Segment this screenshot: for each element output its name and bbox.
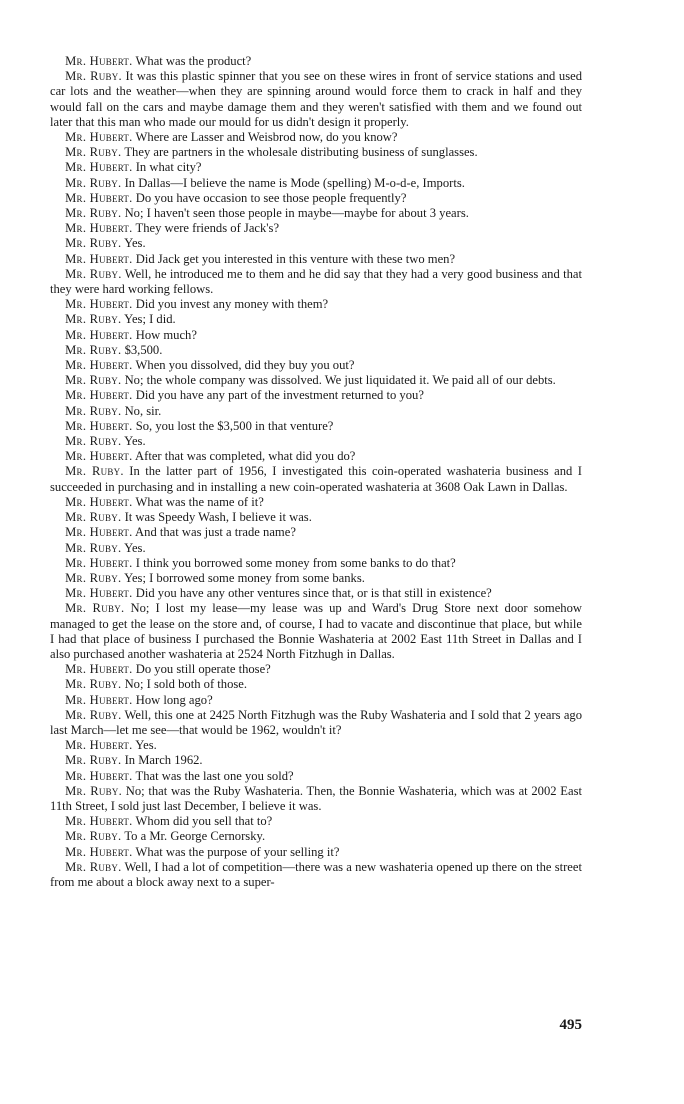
speaker-name: Mr. Hubert. xyxy=(65,327,133,342)
testimony-text: What was the name of it? xyxy=(132,494,264,509)
transcript-paragraph xyxy=(50,373,582,388)
transcript-paragraph xyxy=(50,495,582,510)
transcript-paragraph xyxy=(50,510,582,525)
transcript-paragraph xyxy=(50,829,582,844)
transcript-paragraph xyxy=(50,343,582,358)
transcript-paragraph xyxy=(50,54,582,69)
testimony-text: It was Speedy Wash, I believe it was. xyxy=(121,510,312,525)
testimony-text: No; the whole company was dissolved. We just liquidated it. We paid all of our debts. xyxy=(121,373,556,388)
speaker-name: Mr. Ruby. xyxy=(65,206,122,221)
speaker-name: Mr. Ruby. xyxy=(65,707,122,722)
speaker-name: Mr. Hubert. xyxy=(65,358,133,373)
transcript-paragraph xyxy=(50,860,582,890)
transcript-paragraph xyxy=(50,693,582,708)
speaker-name: Mr. Hubert. xyxy=(65,160,133,175)
testimony-text: Yes. xyxy=(132,738,157,753)
speaker-name: Mr. Hubert. xyxy=(65,130,133,145)
testimony-text: No; that was the Ruby Washateria. Then, the Bonnie Washateria, which was at 2002 East 11th Street, I sold just last December, I believe it was. xyxy=(50,783,582,813)
transcript-paragraph xyxy=(50,677,582,692)
transcript-paragraph xyxy=(50,434,582,449)
transcript-paragraph xyxy=(50,738,582,753)
speaker-name: Mr. Ruby. xyxy=(65,434,122,449)
speaker-name: Mr. Hubert. xyxy=(65,221,133,236)
transcript-paragraph xyxy=(50,312,582,327)
testimony-text: No; I lost my lease—my lease was up and Ward's Drug Store next door somehow managed to get the lease on the store and, of course, I had to vacate and discontinue that place, but while I had that place of business I purchased the Bonnie Washateria at 2002 East 11th Street in Dallas and I also purchased another washateria at 2524 North Fitzhugh in Dallas. xyxy=(50,601,582,661)
transcript-paragraph xyxy=(50,221,582,236)
testimony-text: Where are Lasser and Weisbrod now, do you know? xyxy=(132,130,398,145)
testimony-text: Yes; I borrowed some money from some banks. xyxy=(121,570,365,585)
testimony-text: In the latter part of 1956, I investigated this coin-operated washateria business and I succeeded in purchasing and in installing a new coin-operated washateria at 3608 Oak Lawn in Dallas. xyxy=(50,464,582,494)
speaker-name: Mr. Ruby. xyxy=(65,145,122,160)
speaker-name: Mr. Ruby. xyxy=(65,753,122,768)
speaker-name: Mr. Ruby. xyxy=(65,783,123,798)
transcript-paragraph xyxy=(50,784,582,814)
testimony-text: Yes. xyxy=(121,434,146,449)
transcript-paragraph xyxy=(50,130,582,145)
speaker-name: Mr. Ruby. xyxy=(65,175,122,190)
testimony-text: How much? xyxy=(132,327,197,342)
speaker-name: Mr. Hubert. xyxy=(65,251,133,266)
transcript-paragraph xyxy=(50,525,582,540)
testimony-text: Well, this one at 2425 North Fitzhugh was the Ruby Washateria and I sold that 2 years ago last March—let me see—that would be 1962, wouldn't it? xyxy=(50,707,583,737)
testimony-text: Did you invest any money with them? xyxy=(132,297,329,312)
transcript-paragraph xyxy=(50,814,582,829)
transcript-paragraph xyxy=(50,176,582,191)
transcript-paragraph xyxy=(50,708,582,738)
speaker-name: Mr. Ruby. xyxy=(65,403,122,418)
testimony-text: In Dallas—I believe the name is Mode (spelling) M-o-d-e, Imports. xyxy=(121,175,465,190)
transcript-paragraph xyxy=(50,206,582,221)
speaker-name: Mr. Ruby. xyxy=(65,601,125,616)
transcript-paragraph xyxy=(50,556,582,571)
transcript-paragraph xyxy=(50,845,582,860)
testimony-text: In March 1962. xyxy=(121,753,203,768)
testimony-text: Yes. xyxy=(121,540,146,555)
speaker-name: Mr. Ruby. xyxy=(65,266,122,281)
testimony-text: In what city? xyxy=(132,160,202,175)
speaker-name: Mr. Hubert. xyxy=(65,814,133,829)
speaker-name: Mr. Hubert. xyxy=(65,190,133,205)
transcript-paragraph xyxy=(50,145,582,160)
testimony-text: What was the product? xyxy=(132,54,252,68)
transcript-paragraph xyxy=(50,358,582,373)
page-number: 495 xyxy=(559,1017,582,1033)
speaker-name: Mr. Hubert. xyxy=(65,692,133,707)
testimony-text: Do you still operate those? xyxy=(132,662,271,677)
testimony-text: Did you have any other ventures since that, or is that still in existence? xyxy=(132,586,492,601)
speaker-name: Mr. Ruby. xyxy=(65,373,122,388)
transcript-paragraph xyxy=(50,328,582,343)
testimony-text: To a Mr. George Cernorsky. xyxy=(121,829,266,844)
testimony-text: They were friends of Jack's? xyxy=(132,221,280,236)
transcript-paragraph xyxy=(50,419,582,434)
transcript-paragraph xyxy=(50,404,582,419)
testimony-text: No; I sold both of those. xyxy=(121,677,248,692)
transcript-paragraph xyxy=(50,160,582,175)
speaker-name: Mr. Ruby. xyxy=(65,829,122,844)
speaker-name: Mr. Ruby. xyxy=(65,859,122,874)
testimony-text: That was the last one you sold? xyxy=(132,768,294,783)
speaker-name: Mr. Ruby. xyxy=(65,464,124,479)
transcript-paragraph xyxy=(50,541,582,556)
testimony-text: No, sir. xyxy=(121,403,162,418)
speaker-name: Mr. Hubert. xyxy=(65,54,133,68)
transcript-paragraph xyxy=(50,586,582,601)
testimony-text: Did you have any part of the investment returned to you? xyxy=(132,388,424,403)
speaker-name: Mr. Hubert. xyxy=(65,738,133,753)
transcript-paragraph xyxy=(50,753,582,768)
transcript-paragraph xyxy=(50,236,582,251)
transcript-paragraph xyxy=(50,464,582,494)
testimony-text: It was this plastic spinner that you see on these wires in front of service stations and used car lots and the weather—when they are spinning around would force them to crack in half and they would fall on the cars and maybe damage them and they weren't satisfied with them and we found out later that this man who made our mould for us didn't design it properly. xyxy=(50,69,582,129)
transcript-paragraph xyxy=(50,252,582,267)
testimony-text: Whom did you sell that to? xyxy=(132,814,273,829)
testimony-text: Do you have occasion to see those people frequently? xyxy=(132,190,407,205)
testimony-text: So, you lost the $3,500 in that venture? xyxy=(132,418,334,433)
transcript-paragraph xyxy=(50,69,582,130)
transcript-paragraph xyxy=(50,601,582,662)
speaker-name: Mr. Ruby. xyxy=(65,312,122,327)
speaker-name: Mr. Hubert. xyxy=(65,586,133,601)
transcript-paragraph xyxy=(50,297,582,312)
speaker-name: Mr. Ruby. xyxy=(65,342,122,357)
speaker-name: Mr. Hubert. xyxy=(65,388,133,403)
testimony-text: I think you borrowed some money from some banks to do that? xyxy=(132,555,456,570)
testimony-text: Well, I had a lot of competition—there was a new washateria opened up there on the street from me about a block away next to a super- xyxy=(50,859,582,889)
testimony-text: No; I haven't seen those people in maybe—maybe for about 3 years. xyxy=(121,206,469,221)
transcript-paragraph xyxy=(50,191,582,206)
speaker-name: Mr. Ruby. xyxy=(65,236,122,251)
testimony-text: $3,500. xyxy=(121,342,163,357)
speaker-name: Mr. Ruby. xyxy=(65,510,122,525)
speaker-name: Mr. Hubert. xyxy=(65,449,133,464)
speaker-name: Mr. Ruby. xyxy=(65,540,122,555)
transcript-paragraph xyxy=(50,571,582,586)
testimony-text: They are partners in the wholesale distributing business of sunglasses. xyxy=(121,145,478,160)
testimony-text: And that was just a trade name? xyxy=(132,525,296,540)
testimony-text: After that was completed, what did you do? xyxy=(132,449,356,464)
testimony-text: How long ago? xyxy=(132,692,213,707)
testimony-text: Yes. xyxy=(121,236,146,251)
speaker-name: Mr. Hubert. xyxy=(65,662,133,677)
speaker-name: Mr. Hubert. xyxy=(65,844,133,859)
transcript-paragraph xyxy=(50,662,582,677)
testimony-text: Did Jack get you interested in this venture with these two men? xyxy=(132,251,456,266)
testimony-text: Well, he introduced me to them and he did say that they had a very good business and that they were hard working fellows. xyxy=(50,266,582,297)
transcript-page xyxy=(50,54,582,890)
testimony-text: Yes; I did. xyxy=(121,312,176,327)
speaker-name: Mr. Hubert. xyxy=(65,525,133,540)
speaker-name: Mr. Ruby. xyxy=(65,570,122,585)
speaker-name: Mr. Ruby. xyxy=(65,677,122,692)
speaker-name: Mr. Hubert. xyxy=(65,297,133,312)
testimony-text: When you dissolved, did they buy you out? xyxy=(132,358,355,373)
transcript-paragraph xyxy=(50,449,582,464)
speaker-name: Mr. Hubert. xyxy=(65,555,133,570)
speaker-name: Mr. Hubert. xyxy=(65,768,133,783)
testimony-text: What was the purpose of your selling it? xyxy=(132,844,340,859)
speaker-name: Mr. Hubert. xyxy=(65,418,133,433)
speaker-name: Mr. Ruby. xyxy=(65,69,122,84)
speaker-name: Mr. Hubert. xyxy=(65,494,133,509)
transcript-paragraph xyxy=(50,388,582,403)
transcript-paragraph xyxy=(50,267,582,297)
transcript-paragraph xyxy=(50,769,582,784)
